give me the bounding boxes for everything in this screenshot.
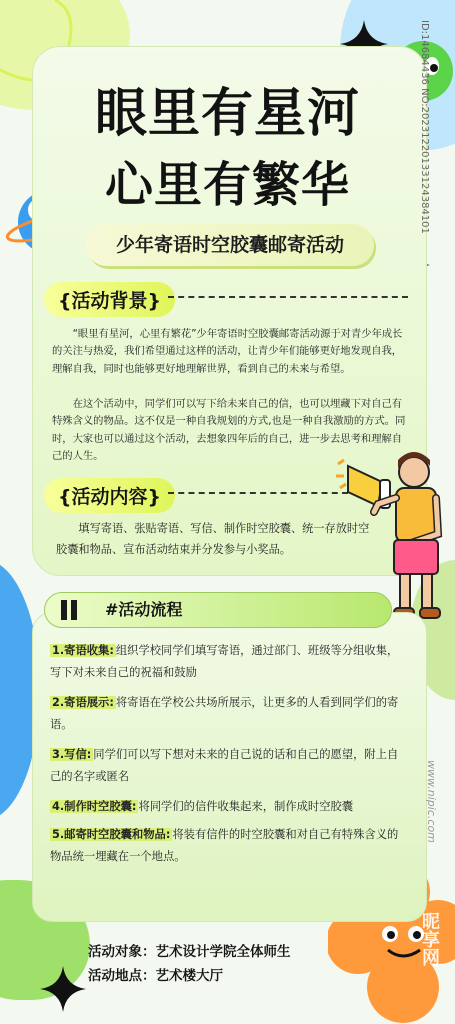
flow-step-text: 将同学们的信件收集起来，制作成时空胶囊 bbox=[138, 800, 354, 813]
flow-step-text: 同学们可以写下想对未来的自己说的话和自己的愿望，附上自己的名字或匿名 bbox=[50, 748, 399, 783]
poster-title-line2: 心里有繁华 bbox=[104, 157, 350, 213]
section-divider bbox=[168, 492, 348, 494]
flow-step-label: 1.寄语收集: bbox=[52, 644, 114, 657]
background-paragraph-1: “眼里有星河，心里有繁花”少年寄语时空胶囊邮寄活动源于对青少年成长的关注与热爱，我们希望通过这样的活动，让青少年们能够更好地发现自我，理解自我，同时也能够更好地理解世界，看到自己的未来与希望。 bbox=[52, 328, 403, 375]
content-section-heading: {活动内容} bbox=[44, 478, 175, 513]
content-paragraph: 填写寄语、张贴寄语、写信、制作时空胶囊、统一存放时空胶囊和物品、宣布活动结束并分发参与小奖品。 bbox=[56, 522, 370, 556]
flow-step-label: 3.写信: bbox=[52, 748, 92, 761]
subtitle-pill: 少年寄语时空胶囊邮寄活动 bbox=[86, 224, 374, 266]
flow-step bbox=[50, 692, 400, 736]
flow-step bbox=[50, 824, 400, 868]
audience-line: 活动对象：艺术设计学院全体师生 bbox=[88, 944, 291, 960]
section-divider bbox=[168, 296, 408, 298]
flow-section-tag bbox=[44, 592, 392, 628]
flow-step-label: 5.邮寄时空胶囊和物品: bbox=[52, 828, 171, 841]
flow-step-label: 2.寄语展示: bbox=[52, 696, 114, 709]
quote-mark-icon bbox=[61, 600, 67, 620]
black-sparkle-star-icon bbox=[40, 966, 86, 1012]
poster-title-line1: 眼里有星河 bbox=[94, 84, 360, 144]
side-id-watermark: ID:14684436 NO:20231220133124384101 bbox=[419, 20, 430, 234]
brand-watermark: 昵享网 bbox=[419, 912, 440, 966]
location-line: 活动地点：艺术楼大厅 bbox=[88, 968, 223, 984]
flow-step-text: 组织学校同学们填写寄语，通过部门、班级等分组收集，写下对未来自己的祝福和鼓励 bbox=[50, 644, 399, 679]
flow-step-text: 将寄语在学校公共场所展示，让更多的人看到同学们的寄语。 bbox=[50, 696, 399, 731]
background-section-heading: {活动背景} bbox=[44, 282, 175, 317]
flow-step bbox=[50, 744, 400, 788]
site-watermark: www.nipic.com bbox=[425, 760, 438, 843]
background-paragraph-2: 在这个活动中，同学们可以写下给未来自己的信，也可以埋藏下对自己有特殊含义的物品。这不仅是一种自我规划的方式,也是一种自我激励的方式。同时，大家也可以通过这个活动，去想象四年后的自己，进一步去思考和理解自己的人生。 bbox=[52, 398, 406, 463]
quote-mark-icon bbox=[71, 600, 77, 620]
flow-section-heading: #活动流程 bbox=[105, 600, 183, 619]
flow-step bbox=[50, 640, 400, 684]
flow-step-label: 4.制作时空胶囊: bbox=[52, 800, 137, 813]
flow-step bbox=[50, 796, 400, 818]
flow-step-text: 将装有信件的时空胶囊和对自己有特殊含义的物品统一埋藏在一个地点。 bbox=[50, 828, 399, 863]
